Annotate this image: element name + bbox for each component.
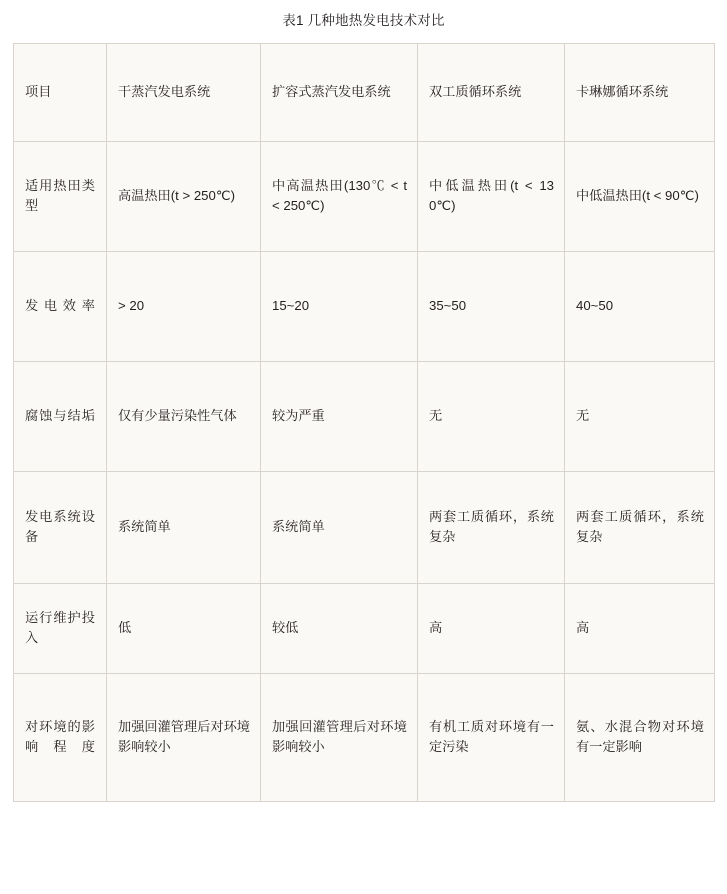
table-cell: 低 [107,583,261,673]
table-cell: 高温热田(t > 250℃) [107,141,261,251]
table-cell: 35~50 [418,251,565,361]
table-cell: 高 [418,583,565,673]
table-cell: > 20 [107,251,261,361]
table-header-row [14,43,715,141]
table-row [14,471,715,583]
row-label-corrosion-scaling: 腐蚀与结垢 [14,361,107,471]
table-cell: 仅有少量污染性气体 [107,361,261,471]
table-cell: 氨、水混合物对环境有一定影响 [565,673,715,801]
column-header-binary: 双工质循环系统 [418,43,565,141]
row-label-environment-impact: 对环境的影响程度 [14,673,107,801]
comparison-table [13,43,715,802]
column-header-dry-steam: 干蒸汽发电系统 [107,43,261,141]
table-caption: 表1 几种地热发电技术对比 [282,13,445,28]
column-header-flash-steam: 扩容式蒸汽发电系统 [261,43,418,141]
table-row [14,251,715,361]
table-row [14,141,715,251]
row-label-field-type: 适用热田类型 [14,141,107,251]
table-cell: 较低 [261,583,418,673]
table-cell: 中高温热田(130℃ < t < 250℃) [261,141,418,251]
table-row [14,673,715,801]
table-cell: 15~20 [261,251,418,361]
column-header-kalina: 卡琳娜循环系统 [565,43,715,141]
table-cell: 加强回灌管理后对环境影响较小 [107,673,261,801]
table-row [14,361,715,471]
row-label-efficiency: 发电效率 [14,251,107,361]
table-cell: 高 [565,583,715,673]
table-cell: 无 [418,361,565,471]
table-cell: 40~50 [565,251,715,361]
table-cell: 加强回灌管理后对环境影响较小 [261,673,418,801]
column-header-item: 项目 [14,43,107,141]
table-cell: 系统简单 [107,471,261,583]
table-row [14,583,715,673]
table-cell: 无 [565,361,715,471]
table-container [0,43,727,802]
table-cell: 系统简单 [261,471,418,583]
row-label-equipment: 发电系统设备 [14,471,107,583]
table-cell: 有机工质对环境有一定污染 [418,673,565,801]
table-cell: 较为严重 [261,361,418,471]
table-cell: 中低温热田(t < 130℃) [418,141,565,251]
table-cell: 两套工质循环，系统复杂 [565,471,715,583]
table-cell: 两套工质循环，系统复杂 [418,471,565,583]
table-cell: 中低温热田(t < 90℃) [565,141,715,251]
row-label-maintenance: 运行维护投入 [14,583,107,673]
